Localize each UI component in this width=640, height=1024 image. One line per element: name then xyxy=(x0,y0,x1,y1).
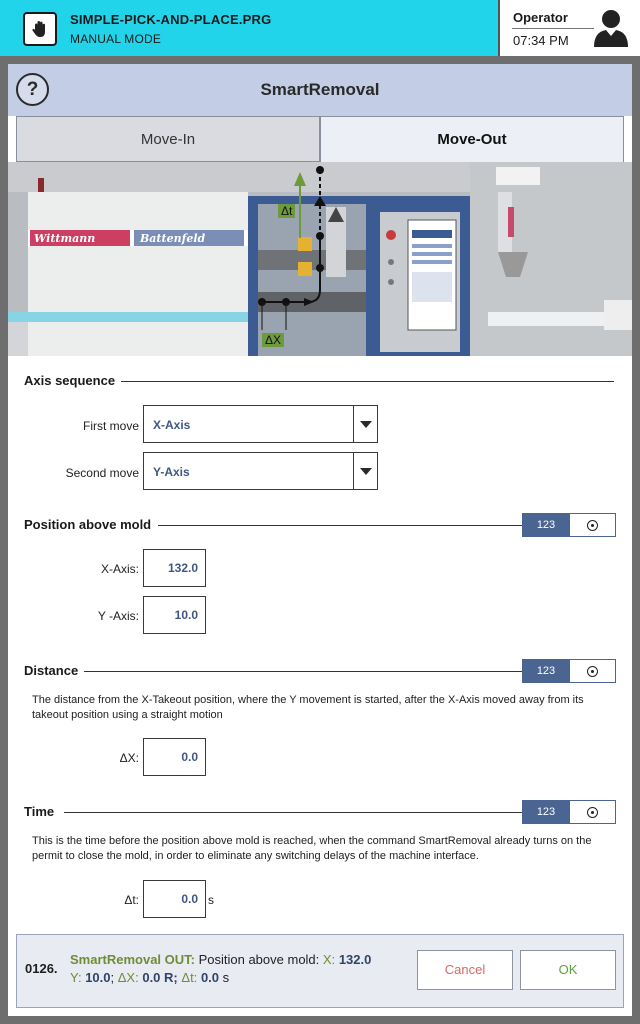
second-move-value: Y-Axis xyxy=(153,465,190,479)
dialog-header xyxy=(8,64,632,116)
section-divider xyxy=(158,525,522,526)
first-move-label: First move xyxy=(82,419,139,433)
target-icon[interactable] xyxy=(569,659,616,683)
delta-x-label: ΔX xyxy=(262,333,284,347)
operating-mode: MANUAL MODE xyxy=(70,32,162,46)
summary-dx-value: 0.0 xyxy=(142,970,161,985)
summary-r: R; xyxy=(164,970,178,985)
summary-y-value: 10.0 xyxy=(85,970,111,985)
brand-battenfeld: Battenfeld xyxy=(140,232,206,245)
delta-t-field-label: Δt: xyxy=(124,893,139,907)
numeric-input-mode-button[interactable]: 123 xyxy=(522,513,570,537)
second-move-label: Second move xyxy=(65,466,139,480)
smartremoval-dialog xyxy=(8,64,632,1016)
section-divider xyxy=(64,812,522,813)
command-name: SmartRemoval OUT: xyxy=(70,952,195,967)
x-axis-input[interactable]: 132.0 xyxy=(143,549,206,587)
hand-icon[interactable] xyxy=(23,12,57,46)
user-panel[interactable] xyxy=(498,0,640,56)
position-heading: Position above mold xyxy=(24,517,157,532)
summary-x-key: X: xyxy=(322,952,336,967)
summary-dt-value: 0.0 xyxy=(200,970,220,985)
axis-sequence-heading: Axis sequence xyxy=(24,373,121,388)
summary-text: Position above mold: xyxy=(194,952,323,967)
chevron-down-icon[interactable] xyxy=(353,453,377,489)
delta-x-input[interactable]: 0.0 xyxy=(143,738,206,776)
numeric-input-mode-button[interactable]: 123 xyxy=(522,659,570,683)
clock: 07:34 PM xyxy=(513,33,569,48)
section-divider xyxy=(84,671,522,672)
delta-x-field-label: ΔX: xyxy=(119,751,139,765)
target-icon[interactable] xyxy=(569,800,616,824)
summary-unit: s xyxy=(222,970,230,985)
time-heading: Time xyxy=(24,804,60,819)
tab-move-out[interactable]: Move-Out xyxy=(320,116,624,162)
y-axis-label: Y -Axis: xyxy=(97,609,139,623)
user-role: Operator xyxy=(513,10,568,25)
delta-t-input[interactable]: 0.0 xyxy=(143,880,206,918)
first-move-value: X-Axis xyxy=(153,418,191,432)
seconds-unit: s xyxy=(208,893,214,907)
first-move-dropdown[interactable] xyxy=(143,405,378,443)
tab-move-in[interactable]: Move-In xyxy=(16,116,320,162)
ok-button[interactable]: OK xyxy=(520,950,616,990)
cancel-button[interactable]: Cancel xyxy=(417,950,513,990)
x-axis-label: X-Axis: xyxy=(100,562,139,576)
distance-heading: Distance xyxy=(24,663,84,678)
y-axis-input[interactable]: 10.0 xyxy=(143,596,206,634)
brand-wittmann: Wittmann xyxy=(34,232,96,245)
target-icon[interactable] xyxy=(569,513,616,537)
delta-t-label: Δt xyxy=(278,204,295,218)
machine-illustration xyxy=(8,162,632,356)
summary-x-value: 132.0 xyxy=(338,952,372,967)
status-bar xyxy=(0,0,640,56)
summary-y-key: Y: xyxy=(70,970,82,985)
section-divider xyxy=(98,381,614,382)
step-number: 0126. xyxy=(25,961,58,976)
divider xyxy=(512,28,594,29)
command-summary: SmartRemoval OUT: Position above mold: X: 132.0 Y: 10.0; ΔX: 0.0 R; Δt: 0.0 s xyxy=(70,952,372,985)
numeric-input-mode-button[interactable]: 123 xyxy=(522,800,570,824)
dialog-title: SmartRemoval xyxy=(260,80,380,99)
second-move-dropdown[interactable] xyxy=(143,452,378,490)
summary-dt-key: Δt: xyxy=(181,970,198,985)
command-summary-bar xyxy=(16,934,624,1008)
distance-description: The distance from the X-Takeout position, where the Y movement is started, after the X-Axis moved away from its takeout position using a straight motion xyxy=(32,694,584,721)
help-button[interactable]: ? xyxy=(16,73,49,106)
summary-dx-key: ΔX: xyxy=(117,970,139,985)
chevron-down-icon[interactable] xyxy=(353,406,377,442)
user-avatar-icon xyxy=(590,7,632,49)
program-name: SIMPLE-PICK-AND-PLACE.PRG xyxy=(70,12,272,27)
time-description: This is the time before the position above mold is reached, when the command SmartRemoval already turns on the permit to close the mold, in order to eliminate any switching delays of the machine interface. xyxy=(32,835,592,862)
